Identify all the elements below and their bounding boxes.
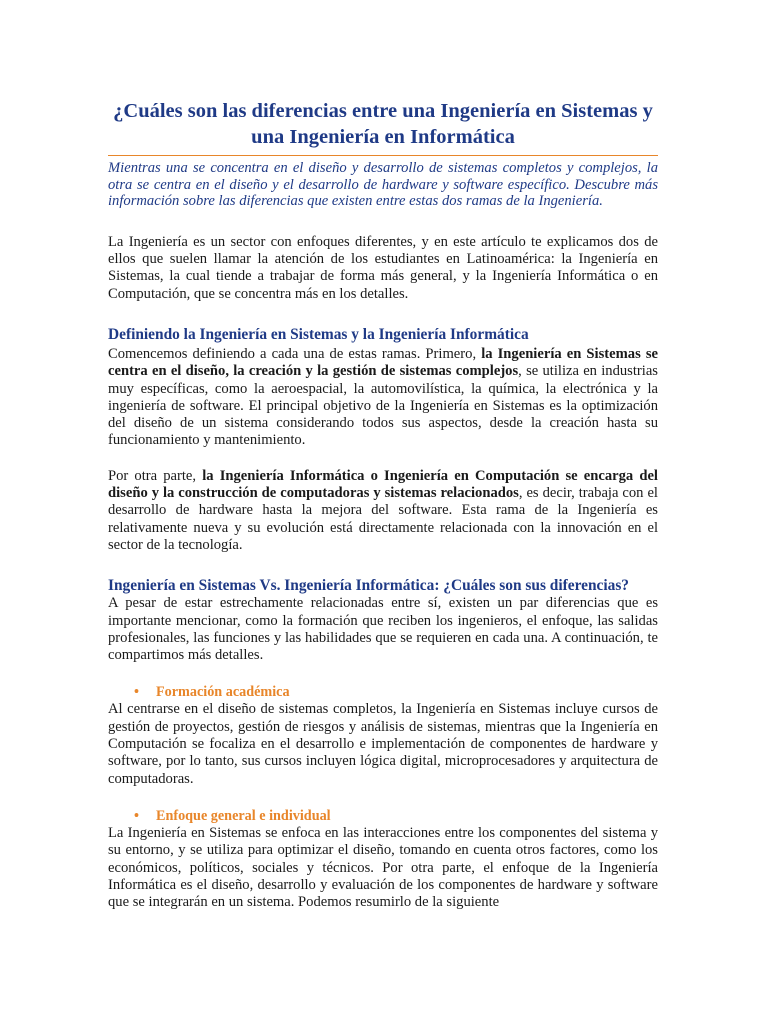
definitions-paragraph-2 xyxy=(108,468,658,554)
intro-paragraph: La Ingeniería es un sector con enfoques diferentes, y en este artículo te explicamos dos de ellos que suelen llamar la atención de los estudiantes en Latinoamérica: la Ingeniería en Sistemas, la cual tiende a trabajar de forma más general, y la Ingeniería Informática o en Computación, que se concentra más en los detalles. xyxy=(108,233,658,302)
bullet-icon: • xyxy=(134,684,139,701)
section-heading-differences: Ingeniería en Sistemas Vs. Ingeniería Informática: ¿Cuáles son sus diferencias? xyxy=(108,577,630,595)
text-run: Por otra parte, xyxy=(108,467,203,484)
text-run: Comencemos definiendo a cada una de estas ramas. Primero, xyxy=(108,345,482,362)
article-body xyxy=(108,98,658,911)
differences-paragraph: A pesar de estar estrechamente relacionadas entre sí, existen un par diferencias que es importante mencionar, como la formación que reciben los ingenieros, el enfoque, las salidas profesionales, las funciones y las habilidades que se requieren en cada una. A continuación, te compartimos más detalles. xyxy=(108,595,658,664)
text-run: , es decir, trabaja con el desarrollo de hardware hasta la mejora del software. Esta rama de la Ingeniería es relativamente nueva y su evolución está directamente relacionada con la innovación en el sector de la tecnología. xyxy=(108,485,658,553)
bullet-heading-formacion xyxy=(108,684,658,701)
lead-paragraph: Mientras una se concentra en el diseño y desarrollo de sistemas completos y complejos, la otra se centra en el diseño y el desarrollo de hardware y software específico. Descubre más información sobre las diferencias que existen entre estas dos ramas de la Ingeniería. xyxy=(108,160,658,210)
section-heading-definitions: Definiendo la Ingeniería en Sistemas y la Ingeniería Informática xyxy=(108,325,529,343)
bullet-label: Formación académica xyxy=(156,684,290,701)
bullet-icon: • xyxy=(134,807,139,824)
text-run: , se utiliza en industrias muy específicas, como la aeroespacial, la automovilística, la química, la electrónica y la ingeniería de software. El principal objetivo de la Ingeniería en Sistemas es la optimización del diseño de un sistema considerando todos sus aspectos, desde la creación hasta su funcionamiento y mantenimiento. xyxy=(108,363,658,449)
bold-text-run: la Ingeniería Informática o Ingeniería en Computación se encarga del diseño y la construcción de computadoras y sistemas relacionados xyxy=(108,467,658,502)
bullet-paragraph-enfoque: La Ingeniería en Sistemas se enfoca en las interacciones entre los componentes del sistema y su entorno, y se utiliza para optimizar el diseño, tomando en cuenta otros factores, como los económicos, políticos, sociales y técnicos. Por otra parte, el enfoque de la Ingeniería Informática es el diseño, desarrollo y evaluación de los componentes de hardware y software que se integrarán en un sistema. Podemos resumirlo de la siguiente xyxy=(108,824,658,911)
bullet-paragraph-formacion: Al centrarse en el diseño de sistemas completos, la Ingeniería en Sistemas incluye cursos de gestión de proyectos, gestión de riesgos y análisis de sistemas, mientras que la Ingeniería en Computación se focaliza en el desarrollo e implementación de componentes de hardware y software, por lo tanto, sus cursos incluyen lógica digital, microprocesadores y arquitectura de computadoras. xyxy=(108,701,658,787)
bold-text-run: la Ingeniería en Sistemas se centra en el diseño, la creación y la gestión de sistemas complejos xyxy=(108,345,658,380)
title-divider xyxy=(108,155,658,156)
bullet-label: Enfoque general e individual xyxy=(156,807,331,824)
bullet-heading-enfoque xyxy=(108,808,658,825)
definitions-paragraph-1 xyxy=(108,346,658,450)
page-title: ¿Cuáles son las diferencias entre una Ingeniería en Sistemas y una Ingeniería en Informática xyxy=(113,100,653,148)
